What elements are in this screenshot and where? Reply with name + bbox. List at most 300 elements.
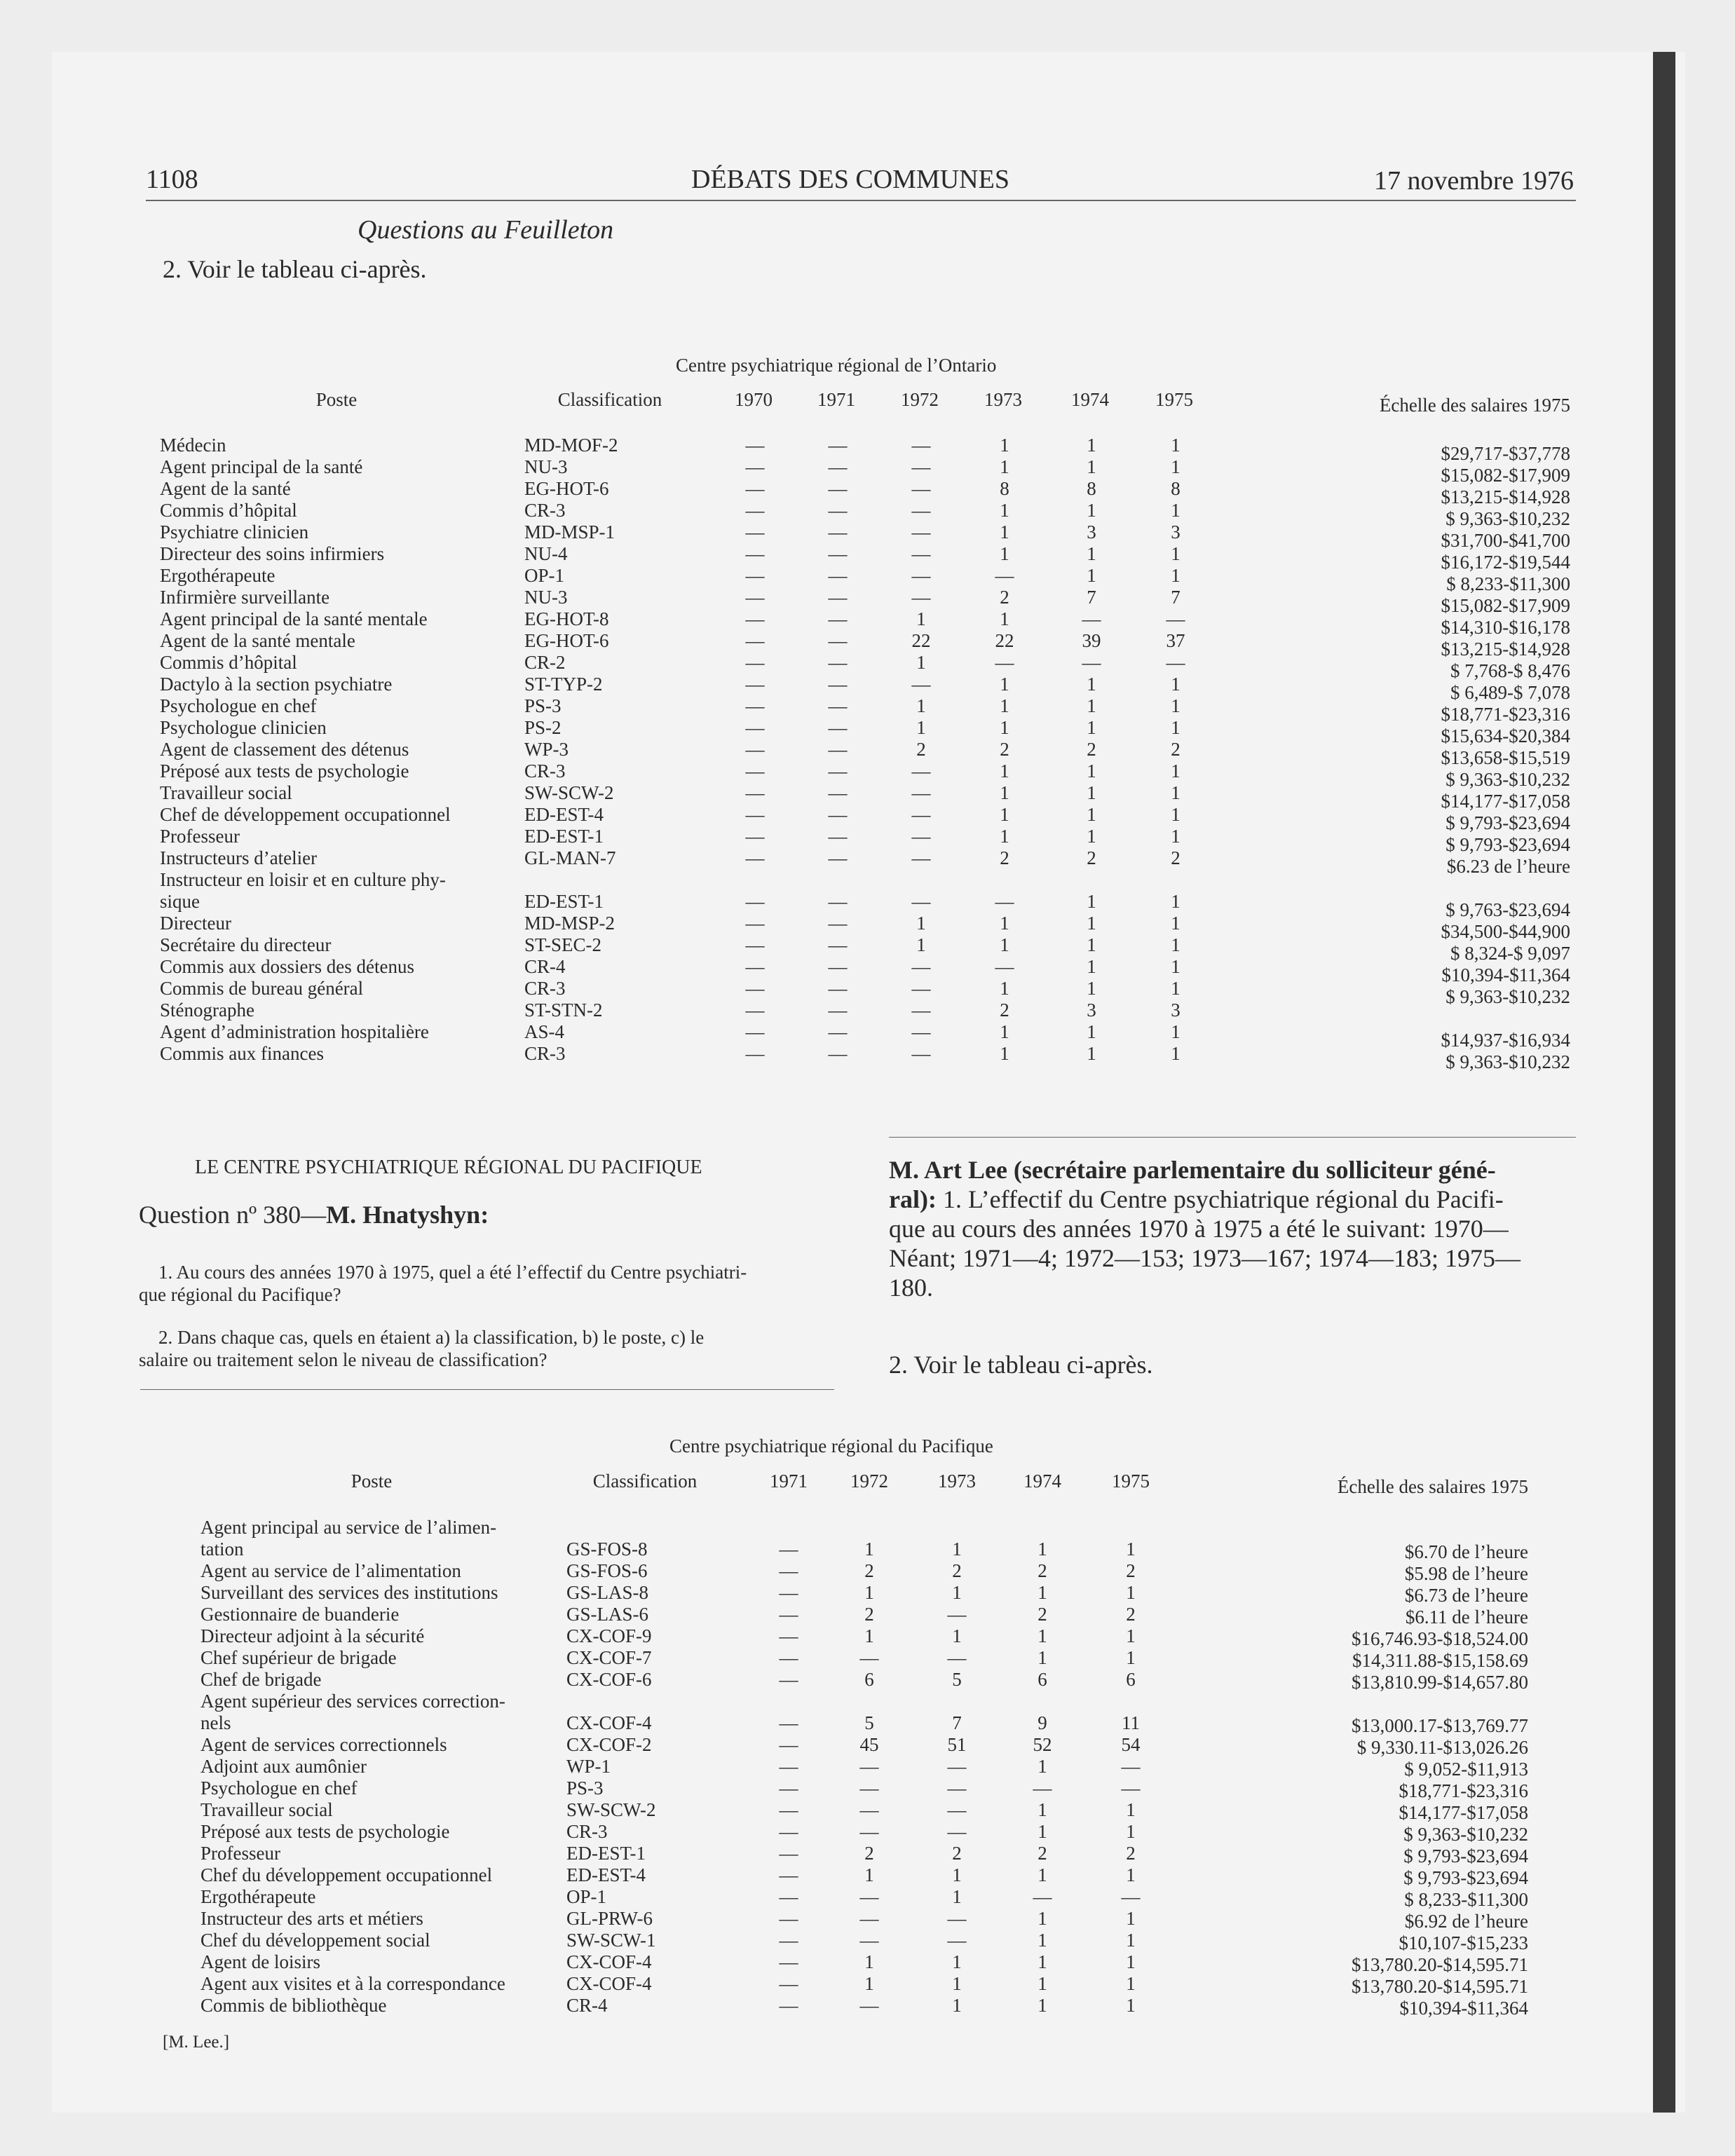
table2-count: — xyxy=(779,1973,798,1994)
table2-header-cell: Poste xyxy=(351,1471,393,1492)
table2-count: 1 xyxy=(1037,1538,1047,1560)
answer-line3: Néant; 1971—4; 1972—153; 1973—167; 1974—183; 1975— xyxy=(889,1244,1520,1272)
table1-count: 1 xyxy=(1000,804,1009,825)
table2-count: — xyxy=(947,1778,967,1799)
table2-count: — xyxy=(1033,1778,1052,1799)
table2-count: — xyxy=(1121,1886,1141,1907)
table1-count: — xyxy=(745,1043,765,1064)
table1-count: 1 xyxy=(1000,978,1009,999)
table1-salary: $ 7,768-$ 8,476 xyxy=(1450,660,1570,681)
table1-count: — xyxy=(828,717,848,738)
table1-count: 1 xyxy=(1171,565,1181,586)
table1-salary: $ 9,363-$10,232 xyxy=(1445,1051,1570,1072)
table2-classification: CR-4 xyxy=(566,1995,608,2016)
table1-classification: ED-EST-4 xyxy=(524,804,604,825)
table1-count: — xyxy=(911,456,931,477)
table1-count: 1 xyxy=(1000,782,1009,803)
table2-count: 1 xyxy=(1126,1647,1136,1668)
table1-count: — xyxy=(911,543,931,564)
table1-count: 1 xyxy=(1087,978,1096,999)
table2-count: 1 xyxy=(864,1625,874,1646)
table1-salary: $18,771-$23,316 xyxy=(1441,704,1570,725)
table1-count: 3 xyxy=(1087,999,1096,1021)
table2-poste: Agent de services correctionnels xyxy=(200,1734,447,1755)
table1-salary: $ 9,763-$23,694 xyxy=(1445,899,1570,920)
table1-count: — xyxy=(995,956,1014,977)
table1-count: 1 xyxy=(1000,826,1009,847)
table2-count: — xyxy=(1121,1756,1141,1777)
table1-count: — xyxy=(828,934,848,955)
table2-count: 52 xyxy=(1033,1734,1052,1755)
table1-poste: Secrétaire du directeur xyxy=(160,934,332,955)
table1-count: 1 xyxy=(916,652,926,673)
table1-count: 1 xyxy=(1171,978,1181,999)
table1-count: — xyxy=(1166,608,1185,629)
table2-classification: CX-COF-6 xyxy=(566,1669,652,1690)
table2-count: — xyxy=(1121,1778,1141,1799)
table1-count: — xyxy=(745,782,765,803)
table2-poste: Gestionnaire de buanderie xyxy=(200,1604,400,1625)
table2-count: — xyxy=(947,1604,967,1625)
table2-salary: $6.11 de l’heure xyxy=(1405,1606,1528,1628)
table1-count: 2 xyxy=(1087,739,1096,760)
table1-poste: Commis aux finances xyxy=(160,1043,324,1064)
table2-poste: Agent au service de l’alimentation xyxy=(200,1560,461,1581)
table1-count: — xyxy=(911,804,931,825)
table1-classification: ST-SEC-2 xyxy=(524,934,602,955)
table1-count: 1 xyxy=(1087,804,1096,825)
answer-rule xyxy=(889,1137,1576,1138)
table2-classification: CX-COF-7 xyxy=(566,1647,652,1668)
table2-count: — xyxy=(779,1604,798,1625)
table1-poste: Instructeurs d’atelier xyxy=(160,847,318,868)
table1-count: 1 xyxy=(1087,956,1096,977)
table2-count: — xyxy=(779,1582,798,1603)
table1-count: — xyxy=(911,587,931,608)
table2-count: 2 xyxy=(1037,1560,1047,1581)
table1-count: — xyxy=(828,847,848,868)
question-2-line2: salaire ou traitement selon le niveau de classification? xyxy=(139,1349,547,1370)
question-2-line1: 2. Dans chaque cas, quels en étaient a) la classification, b) le poste, c) le xyxy=(158,1327,705,1348)
table1-classification: WP-3 xyxy=(524,739,569,760)
table2-count: 11 xyxy=(1122,1712,1140,1733)
table1-count: 1 xyxy=(916,913,926,934)
table1-count: — xyxy=(828,760,848,782)
table2-poste: Agent principal au service de l’alimen- xyxy=(200,1517,497,1538)
table2-salary: $13,810.99-$14,657.80 xyxy=(1352,1672,1528,1693)
table1-count: — xyxy=(745,521,765,543)
table2-salary: $16,746.93-$18,524.00 xyxy=(1352,1628,1528,1649)
table1-count: 8 xyxy=(1087,478,1096,499)
table2-poste: Agent de loisirs xyxy=(200,1951,320,1972)
table1-count: — xyxy=(745,804,765,825)
table2-salary: $ 8,233-$11,300 xyxy=(1404,1889,1528,1910)
table1-count: — xyxy=(745,847,765,868)
table1-count: — xyxy=(828,999,848,1021)
table2-count: — xyxy=(779,1864,798,1885)
table1-count: — xyxy=(828,500,848,521)
table1-poste: Agent de classement des détenus xyxy=(160,739,409,760)
table1-salary: $15,082-$17,909 xyxy=(1441,465,1570,486)
table1-classification: EG-HOT-6 xyxy=(524,478,609,499)
answer-line2: que au cours des années 1970 à 1975 a été le suivant: 1970— xyxy=(889,1215,1509,1243)
header-rule xyxy=(146,200,1576,201)
table1-count: 1 xyxy=(1000,717,1009,738)
table1-count: — xyxy=(911,565,931,586)
table1-count: — xyxy=(745,456,765,477)
answer-speaker-cont: ral): xyxy=(889,1185,937,1213)
table2-count: — xyxy=(947,1908,967,1929)
table1-poste: Agent de la santé xyxy=(160,478,291,499)
table2-salary: $ 9,330.11-$13,026.26 xyxy=(1356,1737,1528,1758)
table1-classification: CR-3 xyxy=(524,760,566,782)
table1-count: 1 xyxy=(1087,717,1096,738)
table1-salary: $34,500-$44,900 xyxy=(1441,921,1570,942)
table1-poste: Psychologue clinicien xyxy=(160,717,327,738)
table1-classification: ST-STN-2 xyxy=(524,999,603,1021)
table2-count: — xyxy=(859,1908,879,1929)
table2-header-cell: 1972 xyxy=(850,1471,888,1492)
answer-speaker: M. Art Lee (secrétaire parlementaire du solliciteur géné- xyxy=(889,1156,1496,1184)
table1-classification: MD-MSP-2 xyxy=(524,913,615,934)
table1-poste: Ergothérapeute xyxy=(160,565,275,586)
answer-line1 xyxy=(889,1185,1504,1214)
table2-count: 1 xyxy=(1126,1625,1136,1646)
answer-line1-text: 1. L’effectif du Centre psychiatrique régional du Pacifi- xyxy=(942,1185,1504,1213)
table2-salary: $10,107-$15,233 xyxy=(1399,1932,1528,1953)
table1-count: 22 xyxy=(911,630,931,651)
table1-salary: $29,717-$37,778 xyxy=(1441,443,1570,464)
table2-poste: nels xyxy=(200,1712,231,1733)
table2-poste: Chef supérieur de brigade xyxy=(200,1647,397,1668)
table1-count: — xyxy=(745,999,765,1021)
table2-poste: Préposé aux tests de psychologie xyxy=(200,1821,450,1842)
table1-count: — xyxy=(911,521,931,543)
section-title: Questions au Feuilleton xyxy=(358,215,614,245)
table1-count: 1 xyxy=(1000,674,1009,695)
table1-count: 2 xyxy=(1000,847,1009,868)
table2-header-cell: 1975 xyxy=(1112,1471,1150,1492)
table2-salary: $6.92 de l’heure xyxy=(1404,1911,1528,1932)
table1-poste: Médecin xyxy=(160,435,226,456)
table2-count: 1 xyxy=(952,1886,962,1907)
table1-count: 1 xyxy=(1087,500,1096,521)
table2-count: — xyxy=(779,1908,798,1929)
table1-count: — xyxy=(828,521,848,543)
table2-count: 1 xyxy=(1126,1538,1136,1560)
table1-count: 1 xyxy=(1087,456,1096,477)
table1-count: 1 xyxy=(1087,826,1096,847)
table1-header-cell: 1974 xyxy=(1071,389,1109,410)
table1-salary: $15,634-$20,384 xyxy=(1441,725,1570,746)
table2-count: — xyxy=(779,1778,798,1799)
table1-salary: $31,700-$41,700 xyxy=(1441,530,1570,551)
table2-classification: GS-LAS-8 xyxy=(566,1582,649,1603)
table1-count: — xyxy=(911,847,931,868)
footer-note: [M. Lee.] xyxy=(163,2033,230,2052)
table1-count: 1 xyxy=(916,608,926,629)
table1-classification: PS-3 xyxy=(524,695,562,716)
table1-count: — xyxy=(828,608,848,629)
table2-count: 1 xyxy=(1037,1995,1047,2016)
table1-poste: Commis de bureau général xyxy=(160,978,364,999)
question-heading xyxy=(139,1200,489,1229)
table1-count: — xyxy=(745,717,765,738)
table1-count: — xyxy=(828,674,848,695)
table2-count: — xyxy=(779,1712,798,1733)
table2-count: 1 xyxy=(952,1973,962,1994)
table1-count: 1 xyxy=(1171,1021,1181,1042)
table2-count: 1 xyxy=(1126,1582,1136,1603)
table2-count: 1 xyxy=(1037,1582,1047,1603)
table1-count: — xyxy=(828,978,848,999)
table1-count: — xyxy=(828,695,848,716)
table2-poste: Chef du développement social xyxy=(200,1930,430,1951)
table1-classification: MD-MOF-2 xyxy=(524,435,618,456)
table1-classification: AS-4 xyxy=(524,1021,565,1042)
table2-count: — xyxy=(779,1625,798,1646)
question-asker: M. Hnatyshyn: xyxy=(326,1201,489,1229)
table2-poste: Agent supérieur des services correction- xyxy=(200,1691,505,1712)
table1-count: 1 xyxy=(1000,543,1009,564)
table1-poste: Préposé aux tests de psychologie xyxy=(160,760,409,782)
table1-count: 1 xyxy=(1171,1043,1181,1064)
table2-count: 9 xyxy=(1037,1712,1047,1733)
table1-salary: $14,937-$16,934 xyxy=(1441,1030,1570,1051)
table2-count: 2 xyxy=(864,1843,874,1864)
table2-salary: $6.73 de l’heure xyxy=(1404,1585,1528,1606)
table1-poste: Commis d’hôpital xyxy=(160,500,297,521)
table2-count: — xyxy=(947,1821,967,1842)
table2-salary: $14,177-$17,058 xyxy=(1399,1802,1528,1823)
table1-count: 1 xyxy=(1000,435,1009,456)
table1-count: 1 xyxy=(1171,934,1181,955)
table1-header-cell: Échelle des salaires 1975 xyxy=(1379,395,1570,416)
table1-poste: Instructeur en loisir et en culture phy- xyxy=(160,869,446,890)
table2-count: 2 xyxy=(952,1560,962,1581)
table2-count: 2 xyxy=(864,1604,874,1625)
table1-count: — xyxy=(745,739,765,760)
table1-count: — xyxy=(745,978,765,999)
table1-count: 1 xyxy=(1171,891,1181,912)
table2-classification: GS-FOS-6 xyxy=(566,1560,648,1581)
scan-edge xyxy=(1653,52,1675,2113)
table2-count: — xyxy=(779,1734,798,1755)
table1-classification: MD-MSP-1 xyxy=(524,521,615,543)
table2-count: 5 xyxy=(952,1669,962,1690)
table1-salary: $ 8,324-$ 9,097 xyxy=(1450,943,1570,964)
table1-count: 2 xyxy=(1087,847,1096,868)
table2-count: 6 xyxy=(1126,1669,1136,1690)
table2-salary: $14,311.88-$15,158.69 xyxy=(1352,1650,1528,1671)
table1-count: 1 xyxy=(916,695,926,716)
table2-count: 1 xyxy=(864,1582,874,1603)
table2-count: — xyxy=(947,1756,967,1777)
table1-count: — xyxy=(911,1021,931,1042)
question-1-line2: que régional du Pacifique? xyxy=(139,1284,341,1305)
table2-count: 1 xyxy=(1037,1930,1047,1951)
table1-poste: Psychologue en chef xyxy=(160,695,317,716)
table1-count: — xyxy=(1082,652,1101,673)
table1-header-cell: 1972 xyxy=(901,389,939,410)
table1-salary: $ 9,363-$10,232 xyxy=(1445,508,1570,529)
table2-count: 2 xyxy=(1037,1604,1047,1625)
table2-salary: $5.98 de l’heure xyxy=(1404,1563,1528,1584)
table2-poste: Chef du développement occupationnel xyxy=(200,1864,493,1885)
table2-salary: $ 9,793-$23,694 xyxy=(1403,1845,1528,1867)
table1-count: — xyxy=(745,652,765,673)
table2-poste: Directeur adjoint à la sécurité xyxy=(200,1625,425,1646)
table1-count: 1 xyxy=(1087,891,1096,912)
table1-count: 1 xyxy=(1087,760,1096,782)
table1-count: 2 xyxy=(1000,999,1009,1021)
table2-poste: Surveillant des services des institutions xyxy=(200,1582,498,1603)
table2-count: 1 xyxy=(1037,1799,1047,1820)
table1-header-cell: Classification xyxy=(557,389,662,410)
table1-count: 7 xyxy=(1087,587,1096,608)
table1-count: — xyxy=(745,934,765,955)
answer-see-table: 2. Voir le tableau ci-après. xyxy=(889,1351,1153,1379)
table1-salary: $ 9,363-$10,232 xyxy=(1445,769,1570,790)
table1-count: — xyxy=(1166,652,1185,673)
table1-header-cell: Poste xyxy=(315,389,358,410)
table2-count: 2 xyxy=(1126,1604,1136,1625)
table1-count: 2 xyxy=(1171,847,1181,868)
table1-poste: Commis aux dossiers des détenus xyxy=(160,956,414,977)
table2-salary: $13,000.17-$13,769.77 xyxy=(1352,1715,1528,1736)
table1-classification: PS-2 xyxy=(524,717,562,738)
table1-count: — xyxy=(828,456,848,477)
table1-count: 1 xyxy=(1000,1043,1009,1064)
table1-count: 1 xyxy=(1000,500,1009,521)
table2-count: 1 xyxy=(952,1582,962,1603)
table1-classification: NU-3 xyxy=(524,587,568,608)
table2-count: — xyxy=(779,1821,798,1842)
table1-classification: GL-MAN-7 xyxy=(524,847,616,868)
table2-classification: GS-FOS-8 xyxy=(566,1538,648,1560)
table2-count: — xyxy=(779,1756,798,1777)
table1-count: 1 xyxy=(1000,456,1009,477)
table1-count: — xyxy=(828,782,848,803)
table2-count: — xyxy=(947,1647,967,1668)
table1-poste: Travailleur social xyxy=(160,782,292,803)
table1-count: — xyxy=(995,891,1014,912)
table2-count: 1 xyxy=(864,1973,874,1994)
table1-count: 1 xyxy=(1087,674,1096,695)
journal-title: DÉBATS DES COMMUNES xyxy=(691,165,1009,194)
table1-count: — xyxy=(745,543,765,564)
table2-count: 1 xyxy=(1037,1864,1047,1885)
table2-classification: ED-EST-4 xyxy=(566,1864,646,1885)
table2-count: 1 xyxy=(1126,1908,1136,1929)
table2-poste: Travailleur social xyxy=(200,1799,333,1820)
table1-count: — xyxy=(828,652,848,673)
table2-classification: CX-COF-4 xyxy=(566,1712,652,1733)
table1-salary: $ 9,793-$23,694 xyxy=(1445,812,1570,833)
table2-classification: GL-PRW-6 xyxy=(566,1908,653,1929)
table1-count: — xyxy=(911,674,931,695)
table1-count: — xyxy=(911,891,931,912)
table2-count: 6 xyxy=(864,1669,874,1690)
table1-count: 1 xyxy=(1087,435,1096,456)
table1-count: — xyxy=(828,543,848,564)
table1-classification: CR-3 xyxy=(524,500,566,521)
table2-classification: WP-1 xyxy=(566,1756,611,1777)
table1-count: — xyxy=(745,826,765,847)
table2-classification: CX-COF-4 xyxy=(566,1951,652,1972)
table1-count: 39 xyxy=(1082,630,1101,651)
table2-count: — xyxy=(947,1799,967,1820)
table2-poste: Instructeur des arts et métiers xyxy=(200,1908,423,1929)
table1-classification: SW-SCW-2 xyxy=(524,782,614,803)
table1-poste: Commis d’hôpital xyxy=(160,652,297,673)
table1-count: — xyxy=(1082,608,1101,629)
table1-classification: CR-2 xyxy=(524,652,566,673)
table2-count: — xyxy=(859,1778,879,1799)
table1-poste: Agent principal de la santé xyxy=(160,456,363,477)
table1-count: 1 xyxy=(1000,1021,1009,1042)
table1-salary: $10,394-$11,364 xyxy=(1441,964,1570,985)
table2-count: 1 xyxy=(952,1538,962,1560)
table1-classification: OP-1 xyxy=(524,565,565,586)
table2-count: 54 xyxy=(1121,1734,1141,1755)
table2-count: 1 xyxy=(1037,1821,1047,1842)
table1-count: 1 xyxy=(1171,956,1181,977)
table2-classification: SW-SCW-2 xyxy=(566,1799,656,1820)
question-rule xyxy=(140,1389,834,1390)
table1-count: — xyxy=(995,652,1014,673)
table2-count: — xyxy=(859,1821,879,1842)
table1-count: — xyxy=(745,913,765,934)
table2-count: — xyxy=(779,1560,798,1581)
table1-classification: ED-EST-1 xyxy=(524,891,604,912)
table1-count: — xyxy=(911,782,931,803)
table1-count: — xyxy=(911,956,931,977)
table1-count: 37 xyxy=(1166,630,1185,651)
table1-count: 1 xyxy=(1000,913,1009,934)
table2-salary: $18,771-$23,316 xyxy=(1399,1780,1528,1801)
table1-salary: $6.23 de l’heure xyxy=(1446,856,1570,877)
table1-count: 7 xyxy=(1171,587,1181,608)
table1-count: 1 xyxy=(1171,913,1181,934)
table1-count: — xyxy=(911,760,931,782)
table2-classification: ED-EST-1 xyxy=(566,1843,646,1864)
table1-count: — xyxy=(745,500,765,521)
table1-count: 3 xyxy=(1171,521,1181,543)
table1-header-cell: 1971 xyxy=(817,389,855,410)
table2-count: — xyxy=(779,1647,798,1668)
table2-count: 1 xyxy=(1126,1864,1136,1885)
question-number: Question nº 380— xyxy=(139,1201,327,1229)
table1-poste: Agent d’administration hospitalière xyxy=(160,1021,429,1042)
table1-count: — xyxy=(745,956,765,977)
table2-count: — xyxy=(779,1538,798,1560)
table1-count: — xyxy=(745,760,765,782)
table2-count: 1 xyxy=(1037,1756,1047,1777)
question-1-line1: 1. Au cours des années 1970 à 1975, quel a été l’effectif du Centre psychiatri- xyxy=(158,1262,747,1283)
table2-header-cell: 1973 xyxy=(938,1471,976,1492)
table1-count: 1 xyxy=(1171,717,1181,738)
table1-count: 2 xyxy=(1000,587,1009,608)
table1-count: — xyxy=(911,999,931,1021)
table1-salary: $ 9,363-$10,232 xyxy=(1445,986,1570,1007)
table1-count: — xyxy=(995,565,1014,586)
table1-header-cell: 1970 xyxy=(735,389,773,410)
table2-count: 2 xyxy=(1126,1560,1136,1581)
table1-count: 22 xyxy=(995,630,1014,651)
table1-count: — xyxy=(911,826,931,847)
table2-poste: Professeur xyxy=(200,1843,280,1864)
